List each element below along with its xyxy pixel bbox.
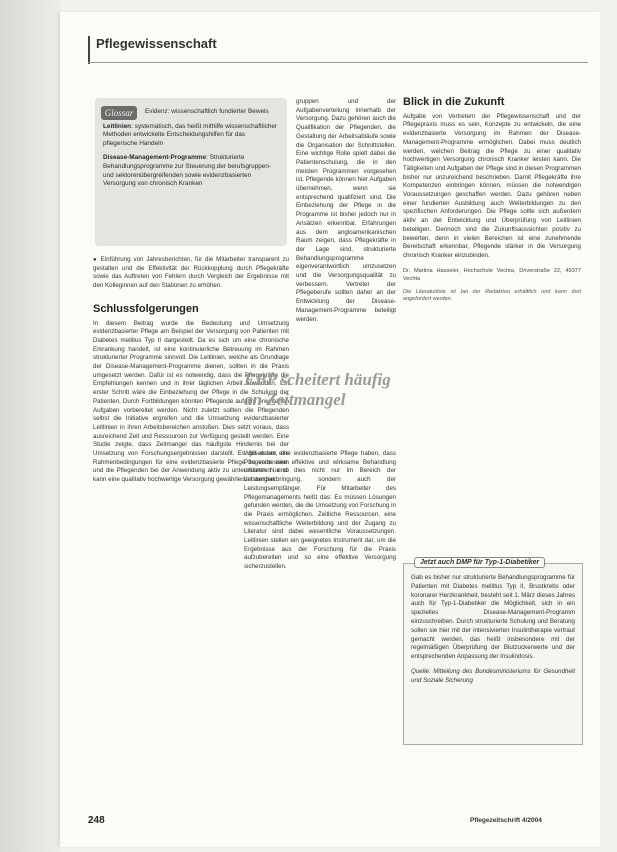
pull-quote: EBP scheitert häufig an Zeitmangel [244,370,391,409]
journal-name: Pflegezeitschrift 4/2004 [470,817,542,824]
body-paragraph: In diesem Beitrag wurde die Bedeutung und Umsetzung evidenzbasierter Pflege am Beispiel der Versorgung von Patienten mit Diabetes mellitus Typ II dargestellt. Da es sich um eine chronische Erkrankung handelt, ist eine kontinuierliche Betreuung im Rahmen strukturierter Programme sinnvoll. Die Leitlinien, welche als Grundlage der Disease-Management-Programme dienen, sollten in die Praxis umgesetzt werden. Dafür ist es notwendig, dass die Pflegekräfte die Empfehlungen kennen und in ihrer täglichen Arbeit anwenden. Ein erster Schritt wäre die Einbeziehung der Pflege in die Schulung der Patienten. Durch Fortbildungen könnten Pflegende auf ihre erweiterten Aufgaben vorbereitet werden. Nicht zuletzt sollten die Pflegenden selbst die Initiative ergreifen und die Umsetzung evidenzbasierter Leitlinien in ihren Arbeitsbereichen anstoßen. Dies setzt voraus, dass ausreichend Zeit und Ressourcen zur Verfügung gestellt werden. Eine Studie zeigte, dass Zeitmangel das häufigste Hindernis bei der Umsetzung von Forschungsergebnissen darstellt. Es gilt daher, die Rahmenbedingungen für eine evidenzbasierte Pflege zu verbessern und die Pflegenden bei der Anwendung aktiv zu unterstützen. Nur so kann eine qualitativ hochwertige Versorgung gewährleistet werden. [93,319,289,484]
info-box-title: Jetzt auch DMP für Typ-1-Diabetiker [414,557,545,568]
glossar-entry: Disease-Management-Programme: Strukturierte Behandlungsprogramme zur Steuerung der berufsgruppen- und sektorenübergreifenden sowie evidenzbasierten Versorgung von chronisch Kranken [103,154,272,188]
column-middle-bottom [244,450,396,574]
footnote: Die Literaturliste ist bei der Redaktion erhältlich und kann dort angefordert werden. [403,288,581,303]
info-box-text: Gab es bisher nur strukturierte Behandlungsprogramme für Patienten mit Diabetes mellitus Typ II, Brustkrebs oder koronarer Herzkrankheit, besteht seit 1. März dieses Jahres auch für Typ-1-Diabetiker die Möglichkeit, sich in ein spezielles Disease-Management-Programm einzuschreiben. Durch strukturierte Schulung und Beratung sollen sie hier mit der intensivierten Insulintherapie vertraut gemacht werden, das heißt insbesondere mit der regelmäßigen Überprüfung der Blutzuckerwerte und der entsprechenden Anpassung der Insulindosis. [411,574,575,661]
glossar-entry: Leitlinien: systematisch, das heißt mithilfe wissenschaftlicher Methoden entwickelte Entscheidungshilfen für das pflegerische Handeln [103,122,278,147]
binding-shadow [0,0,60,852]
heading-blick-in-die-zukunft: Blick in die Zukunft [403,96,505,108]
glossar-text: Evidenz: wissenschaftlich fundierter Beweis [145,108,269,115]
author-info: Dr. Martina Hasseler, Hochschule Vechta, Driverstraße 22, 49377 Vechta [403,267,581,282]
info-box-source: Quelle: Mitteilung des Bundesministeriums für Gesundheit und Soziale Sicherung [411,667,575,684]
body-paragraph: Wissen um eine evidenzbasierte Pflege haben, dass Pflegende eine effektive und wirksame Behandlung umsetzen und dies nicht nur im Bereich der Leistungserbringung, sondern auch der Leistungsempfänger. Für Mitarbeiter des Pflegemanagements heißt das: Es müssen Lösungen gefunden werden, die die Umsetzung von Forschung in die Praxis ermöglichen. Zeitliche Ressourcen, eine wissenschaftliche Weiterbildung und der Zugang zu Literatur sind dabei wesentliche Voraussetzungen. Leitlinien stellen ein geeignetes Instrument dar, um die Ergebnisse aus der Forschung für die Praxis aufzubereiten und so eine effektive Versorgung sicherzustellen. [244,450,396,571]
glossar-text: Strukturierte Behandlungsprogramme zur Steuerung der berufsgruppen- und sektorenübergreifenden sowie evidenzbasierten Versorgung von chronisch Kranken [103,154,272,188]
info-box-body [411,574,575,686]
body-paragraph: Aufgabe von Vertretern der Pflegewissenschaft und der Pflegepraxis muss es sein, Konzepte zu entwickeln, die eine evidenzbasierte Versorgung im Rahmen der Disease-Management-Programme ermöglichen. Dabei muss deutlich werden, welchen Beitrag die Pflege zu einer qualitativ hochwertigen Versorgung chronisch Kranker leisten kann. Die Tätigkeiten und Aufgaben der Pflege sind in diesen Programmen bisher nur unzureichend beschrieben. Damit Pflegekräfte ihre Kompetenzen einbringen können, müssen die notwendigen Voraussetzungen geschaffen werden. Dazu gehören neben einer fundierten Ausbildung auch Weiterbildungen zu den spezifischen Anforderungen. Die Pflege sollte sich außerdem aktiv an der Entwicklung und Überprüfung von Leitlinien beteiligen. Dennoch sind die Zukunftsaussichten positiv zu bewerten, denn in vielen Bereichen ist eine zunehmende Bereitschaft erkennbar, Pflegende stärker in die Versorgung chronisch Kranker einzubinden. [403,112,581,259]
info-box [403,559,583,745]
bullet-icon: ● [93,257,98,263]
body-paragraph: gruppen und der Aufgabenverteilung innerhalb der Versorgung. Dazu gehören auch die Qualifikation der Pflegenden, die Gestaltung der Arbeitsabläufe sowie die Organisation der Schnittstellen. Eine wichtige Rolle spielt dabei die Patientenschulung, die in den meisten Programmen vorgesehen ist. Pflegende können hier Aufgaben übernehmen, wenn sie entsprechend qualifiziert sind. Die Einbeziehung der Pflege in die Programme ist bisher jedoch nur in Ansätzen erkennbar. Erfahrungen aus dem angloamerikanischen Raum zeigen, dass Pflegekräfte in der Lage sind, strukturierte Behandlungsprogramme eigenverantwortlich umzusetzen und die Versorgungsqualität zu verbessern. Vertreter der Pflegeberufe sollten daher an der Entwicklung der Disease-Management-Programme beteiligt werden. [296,98,396,323]
glossar-term: Leitlinien [103,122,132,130]
glossar-box [95,98,287,246]
glossar-body [103,108,281,195]
glossar-term: Disease-Management-Programme [103,154,206,162]
page-number: 248 [88,815,105,826]
section-header: Pflegewissenschaft [88,36,217,64]
glossar-entry [145,108,281,117]
header-rule [88,62,588,63]
column-middle-top [296,98,396,326]
intro-paragraph: ● Einführung von Jahresberichten, für die Mitarbeiter transparent zu gestalten und die Effektivität der Rückkopplung durch Pflegekräfte sowie das Auftreten von Fehlern durch Vergleich der Ergebnisse mit den Kolleginnen auf den Stationen zu erhöhen. [93,256,289,290]
glossar-badge: Glossar [101,106,137,120]
column-right [403,98,581,304]
heading-schlussfolgerungen: Schlussfolgerungen [93,302,199,315]
glossar-text: systematisch, das heißt mithilfe wissenschaftlicher Methoden entwickelte Entscheidungshilfen für das pflegerische Handeln [103,122,278,147]
